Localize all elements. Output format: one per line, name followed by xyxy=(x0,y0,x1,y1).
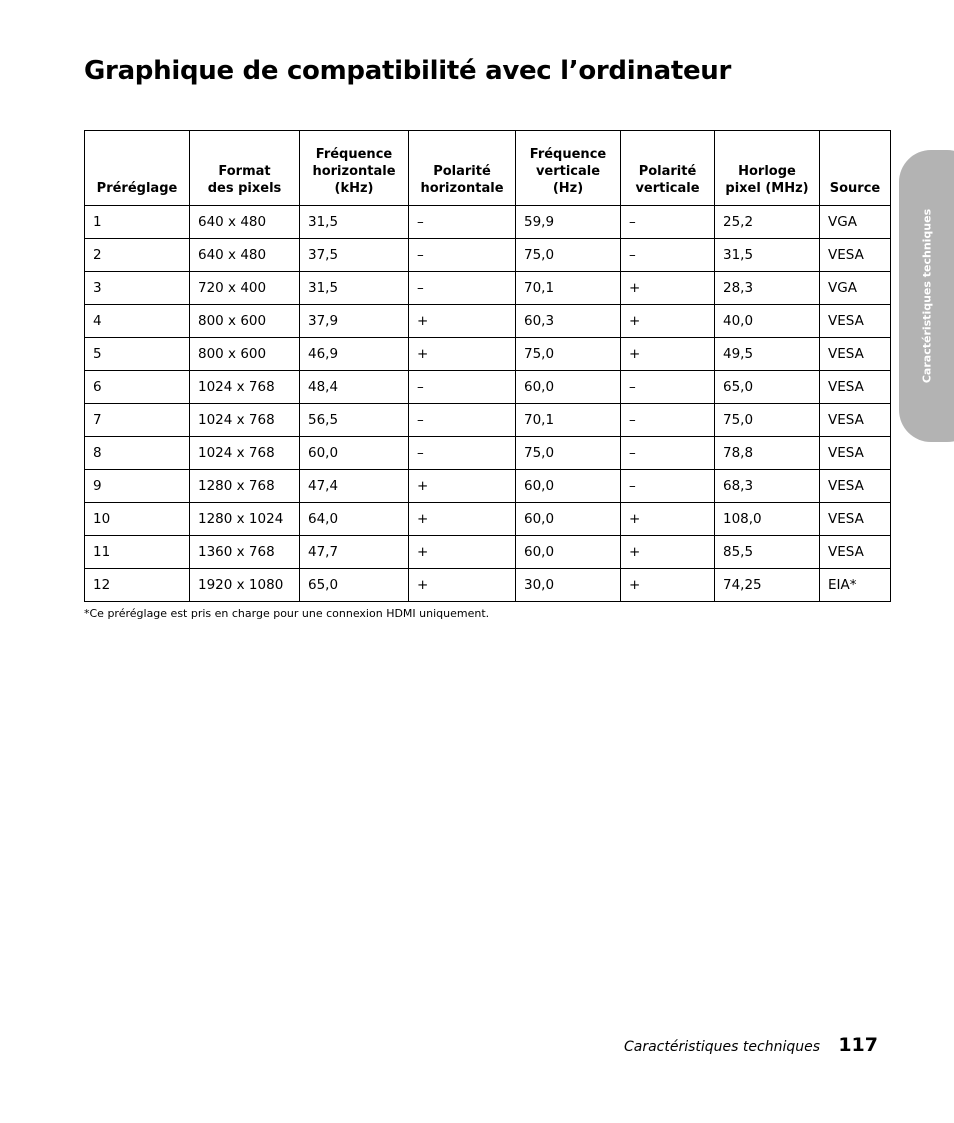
table-cell: 46,9 xyxy=(300,338,409,371)
table-cell: 37,5 xyxy=(300,239,409,272)
table-cell: VESA xyxy=(820,536,891,569)
column-header: Format des pixels xyxy=(190,131,300,206)
table-cell: 75,0 xyxy=(516,338,621,371)
table-cell: – xyxy=(409,371,516,404)
table-cell: 8 xyxy=(85,437,190,470)
table-cell: 60,0 xyxy=(300,437,409,470)
column-header: Fréquence horizontale (kHz) xyxy=(300,131,409,206)
table-cell: 9 xyxy=(85,470,190,503)
column-header: Préréglage xyxy=(85,131,190,206)
table-cell: + xyxy=(409,338,516,371)
table-cell: 49,5 xyxy=(715,338,820,371)
table-cell: 12 xyxy=(85,569,190,602)
table-cell: 85,5 xyxy=(715,536,820,569)
page-title: Graphique de compatibilité avec l’ordinateur xyxy=(84,56,732,86)
footer-section-title: Caractéristiques techniques xyxy=(623,1039,820,1055)
table-cell: VGA xyxy=(820,272,891,305)
table-cell: 78,8 xyxy=(715,437,820,470)
table-cell: 48,4 xyxy=(300,371,409,404)
table-cell: 1920 x 1080 xyxy=(190,569,300,602)
table-cell: + xyxy=(621,338,715,371)
table-cell: 75,0 xyxy=(516,437,621,470)
table-cell: 640 x 480 xyxy=(190,206,300,239)
table-cell: 31,5 xyxy=(715,239,820,272)
table-cell: 75,0 xyxy=(715,404,820,437)
table-cell: VESA xyxy=(820,239,891,272)
table-cell: 720 x 400 xyxy=(190,272,300,305)
table-cell: VESA xyxy=(820,470,891,503)
table-cell: VESA xyxy=(820,305,891,338)
table-cell: 60,0 xyxy=(516,503,621,536)
column-header: Fréquence verticale (Hz) xyxy=(516,131,621,206)
table-cell: – xyxy=(621,437,715,470)
table-cell: 56,5 xyxy=(300,404,409,437)
table-cell: EIA* xyxy=(820,569,891,602)
table-cell: 60,0 xyxy=(516,371,621,404)
table-cell: – xyxy=(409,239,516,272)
table-cell: VESA xyxy=(820,404,891,437)
table-cell: + xyxy=(409,305,516,338)
table-cell: 60,0 xyxy=(516,470,621,503)
table-row xyxy=(85,404,891,437)
table-cell: 6 xyxy=(85,371,190,404)
table-cell: 800 x 600 xyxy=(190,338,300,371)
table-row xyxy=(85,305,891,338)
table-cell: 5 xyxy=(85,338,190,371)
table-cell: + xyxy=(621,503,715,536)
table-cell: – xyxy=(409,272,516,305)
table-cell: + xyxy=(409,536,516,569)
table-cell: + xyxy=(621,569,715,602)
table-cell: 1024 x 768 xyxy=(190,437,300,470)
column-header: Source xyxy=(820,131,891,206)
side-tab-label: Caractéristiques techniques xyxy=(920,208,934,384)
table-cell: 640 x 480 xyxy=(190,239,300,272)
table-cell: VESA xyxy=(820,338,891,371)
table-cell: 1280 x 768 xyxy=(190,470,300,503)
table-cell: 40,0 xyxy=(715,305,820,338)
page-number: 117 xyxy=(838,1034,878,1056)
table-row xyxy=(85,503,891,536)
table-cell: 60,3 xyxy=(516,305,621,338)
table-cell: 25,2 xyxy=(715,206,820,239)
column-header: Horloge pixel (MHz) xyxy=(715,131,820,206)
table-cell: 7 xyxy=(85,404,190,437)
table-cell: 37,9 xyxy=(300,305,409,338)
table-cell: 65,0 xyxy=(300,569,409,602)
table-row xyxy=(85,437,891,470)
table-row xyxy=(85,239,891,272)
table-row xyxy=(85,272,891,305)
table-cell: 1360 x 768 xyxy=(190,536,300,569)
table-cell: – xyxy=(409,437,516,470)
table-cell: VESA xyxy=(820,437,891,470)
table-cell: 2 xyxy=(85,239,190,272)
table-row xyxy=(85,470,891,503)
table-body xyxy=(85,206,891,602)
table-row xyxy=(85,338,891,371)
table-row xyxy=(85,569,891,602)
table-header-row xyxy=(85,131,891,206)
table-cell: VGA xyxy=(820,206,891,239)
table-cell: – xyxy=(621,371,715,404)
table-cell: 70,1 xyxy=(516,404,621,437)
table-cell: 28,3 xyxy=(715,272,820,305)
table-cell: 60,0 xyxy=(516,536,621,569)
table-cell: – xyxy=(621,206,715,239)
table-cell: + xyxy=(409,503,516,536)
table-cell: 800 x 600 xyxy=(190,305,300,338)
table-cell: + xyxy=(621,536,715,569)
table-cell: 4 xyxy=(85,305,190,338)
compatibility-table xyxy=(84,130,891,602)
table-cell: 47,4 xyxy=(300,470,409,503)
table-cell: 70,1 xyxy=(516,272,621,305)
table-cell: 31,5 xyxy=(300,272,409,305)
table-cell: + xyxy=(409,470,516,503)
table-cell: 64,0 xyxy=(300,503,409,536)
footnote: *Ce préréglage est pris en charge pour une connexion HDMI uniquement. xyxy=(84,607,490,620)
table-cell: VESA xyxy=(820,371,891,404)
table-cell: – xyxy=(409,206,516,239)
table-cell: 68,3 xyxy=(715,470,820,503)
column-header: Polarité verticale xyxy=(621,131,715,206)
table-cell: 31,5 xyxy=(300,206,409,239)
table-cell: – xyxy=(621,239,715,272)
table-cell: 65,0 xyxy=(715,371,820,404)
table-cell: 75,0 xyxy=(516,239,621,272)
table-cell: 108,0 xyxy=(715,503,820,536)
table-cell: – xyxy=(621,470,715,503)
table-cell: 59,9 xyxy=(516,206,621,239)
table-cell: – xyxy=(621,404,715,437)
table-cell: 74,25 xyxy=(715,569,820,602)
table-cell: 47,7 xyxy=(300,536,409,569)
table-row xyxy=(85,371,891,404)
column-header: Polarité horizontale xyxy=(409,131,516,206)
table-cell: + xyxy=(621,272,715,305)
table-cell: + xyxy=(409,569,516,602)
table-cell: 1 xyxy=(85,206,190,239)
table-row xyxy=(85,536,891,569)
table-row xyxy=(85,206,891,239)
table-cell: 10 xyxy=(85,503,190,536)
table-cell: 1024 x 768 xyxy=(190,371,300,404)
table-cell: – xyxy=(409,404,516,437)
table-cell: + xyxy=(621,305,715,338)
table-cell: 3 xyxy=(85,272,190,305)
table-cell: 11 xyxy=(85,536,190,569)
table-cell: VESA xyxy=(820,503,891,536)
table-cell: 30,0 xyxy=(516,569,621,602)
table-cell: 1024 x 768 xyxy=(190,404,300,437)
table-cell: 1280 x 1024 xyxy=(190,503,300,536)
